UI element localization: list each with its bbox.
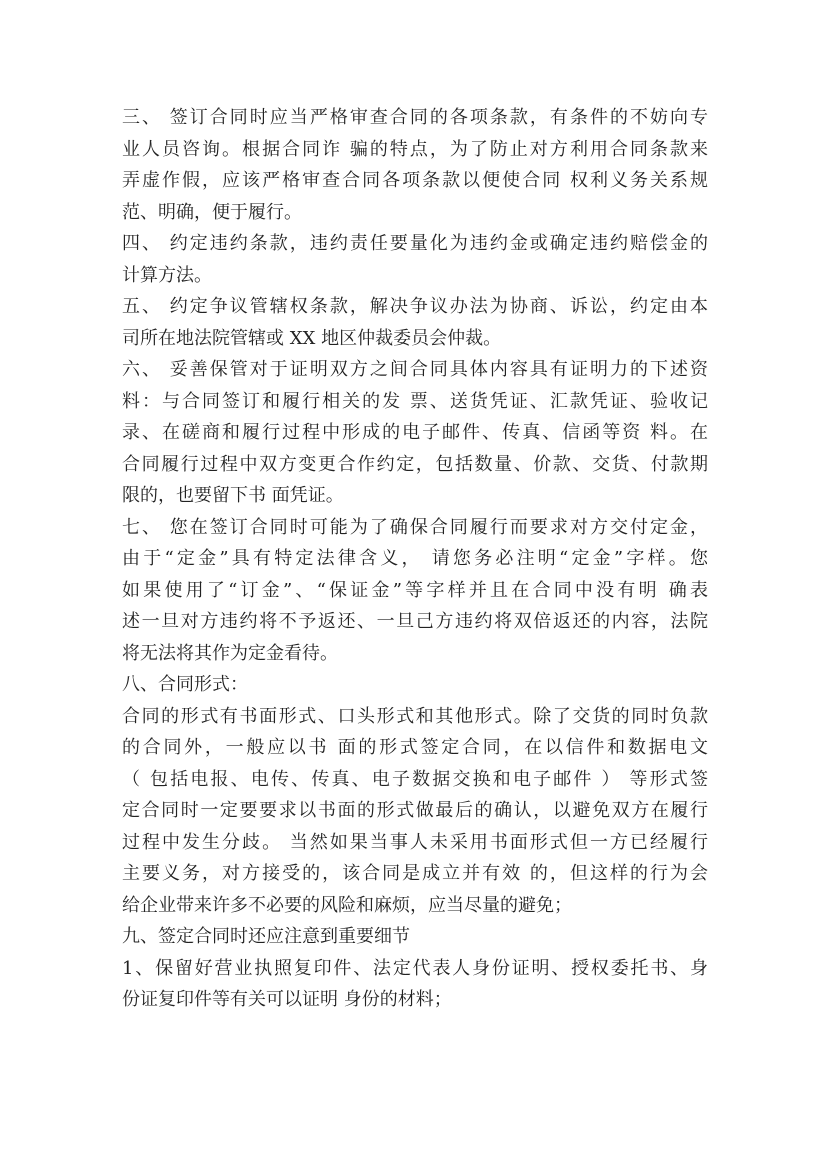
text-line: （ 包括电报、电传、传真、电子数据交换和电子邮件 ） 等形式签 bbox=[122, 768, 708, 790]
text-line: 定合同时一定要要求以书面的形式做最后的确认，以避免双方在履行 bbox=[122, 800, 708, 821]
text-line: 七、 您在签订合同时可能为了确保合同履行而要求对方交付定金， bbox=[122, 516, 708, 538]
text-line: 料：与合同签订和履行相关的发 票、送货凭证、汇款凭证、验收记 bbox=[122, 390, 708, 412]
text-line: 1、保留好营业执照复印件、法定代表人身份证明、授权委托书、身 bbox=[122, 957, 708, 979]
text-line: 将无法将其作为定金看待。 bbox=[122, 642, 338, 664]
text-line: 五、 约定争议管辖权条款，解决争议办法为协商、诉讼，约定由本 bbox=[122, 296, 708, 317]
paragraph-qi bbox=[122, 512, 708, 670]
text-line: 的合同外，一般应以书 面的形式签定合同，在以信件和数据电文 bbox=[122, 737, 708, 758]
text-line: 九、签定合同时还应注意到重要细节 bbox=[122, 926, 410, 947]
text-line: 合同履行过程中双方变更合作约定，包括数量、价款、交货、付款期 bbox=[122, 453, 708, 475]
paragraph-wu bbox=[122, 291, 708, 354]
text-line: 八、合同形式： bbox=[122, 674, 248, 695]
paragraph-jiu_1 bbox=[122, 953, 708, 1016]
text-line: 合同的形式有书面形式、口头形式和其他形式。除了交货的同时负款 bbox=[122, 705, 708, 727]
text-line: 司所在地法院管辖或 XX 地区仲裁委员会仲裁。 bbox=[122, 327, 502, 349]
paragraph-ba_title bbox=[122, 669, 708, 701]
paragraph-ba_body bbox=[122, 701, 708, 922]
text-line: 份证复印件等有关可以证明 身份的材料； bbox=[122, 989, 452, 1010]
text-line: 计算方法。 bbox=[122, 264, 212, 286]
text-line: 范、明确，便于履行。 bbox=[122, 201, 302, 223]
text-line: 给企业带来许多不必要的风险和麻烦，应当尽量的避免； bbox=[122, 894, 572, 916]
paragraph-san bbox=[122, 102, 708, 228]
text-line: 六、 妥善保管对于证明双方之间合同具体内容具有证明力的下述资 bbox=[122, 359, 708, 380]
text-line: 由于“定金”具有特定法律含义， 请您务必注明“定金”字样。您 bbox=[122, 548, 708, 569]
text-line: 过程中发生分歧。 当然如果当事人未采用书面形式但一方已经履行 bbox=[122, 831, 708, 853]
paragraph-jiu_title bbox=[122, 921, 708, 953]
document-page bbox=[122, 102, 708, 1016]
text-line: 述一旦对方违约将不予返还、一旦己方违约将双倍返还的内容，法院 bbox=[122, 611, 708, 632]
text-line: 业人员咨询。根据合同诈 骗的特点，为了防止对方利用合同条款来 bbox=[122, 138, 708, 160]
paragraph-liu bbox=[122, 354, 708, 512]
text-line: 限的，也要留下书 面凭证。 bbox=[122, 485, 344, 506]
text-line: 主要义务，对方接受的，该合同是成立并有效 的，但这样的行为会 bbox=[122, 863, 708, 884]
text-line: 弄虚作假，应该严格审查合同各项条款以便使合同 权利义务关系规 bbox=[122, 170, 708, 191]
text-line: 如果使用了“订金”、“保证金”等字样并且在合同中没有明 确表 bbox=[122, 579, 708, 601]
text-line: 四、 约定违约条款，违约责任要量化为违约金或确定违约赔偿金的 bbox=[122, 233, 708, 254]
text-line: 三、 签订合同时应当严格审查合同的各项条款，有条件的不妨向专 bbox=[122, 107, 708, 128]
text-line: 录、在磋商和履行过程中形成的电子邮件、传真、信函等资 料。在 bbox=[122, 422, 708, 443]
paragraph-si bbox=[122, 228, 708, 291]
